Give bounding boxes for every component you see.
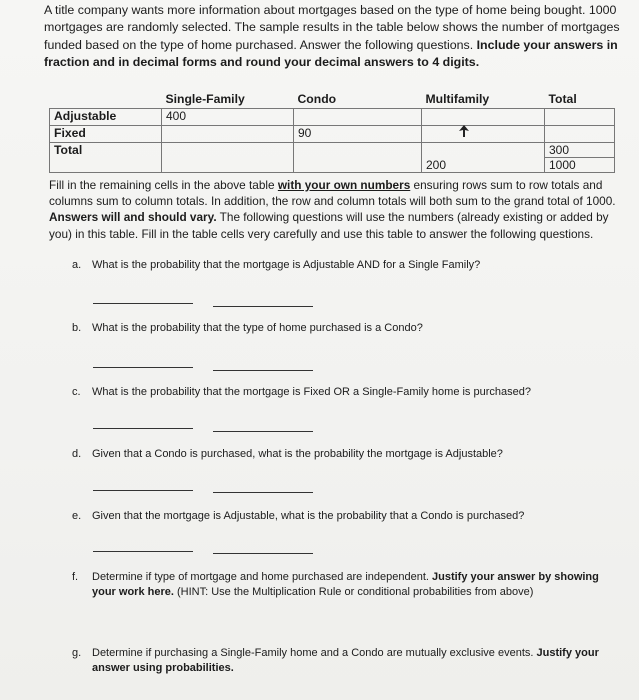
question-text: Given that a Condo is purchased, what is the probability the mortgage is Adjustable? — [92, 448, 503, 460]
cell-total-single-family[interactable] — [162, 143, 294, 173]
header-condo: Condo — [297, 92, 337, 106]
cell-adjustable-single-family[interactable]: 400 — [162, 109, 294, 126]
answer-c-fraction-blank[interactable] — [93, 428, 193, 429]
intro-paragraph — [44, 2, 624, 71]
answer-b-fraction-blank[interactable] — [93, 367, 193, 368]
row-label-total: Total — [50, 143, 162, 173]
mortgage-table — [49, 92, 615, 173]
question-text-2: (HINT: Use the Multiplication Rule or conditional probabilities from above) — [173, 585, 534, 598]
header-empty — [50, 92, 162, 109]
instructions-paragraph — [49, 177, 629, 242]
cell-total-total-upper: 300 — [545, 143, 614, 158]
question-d — [72, 447, 612, 462]
question-text: What is the probability that the type of home purchased is a Condo? — [92, 322, 423, 334]
question-label: c. — [72, 386, 81, 398]
answer-d-fraction-blank[interactable] — [93, 490, 193, 491]
table-header-row — [50, 92, 615, 109]
question-e — [72, 509, 612, 524]
instructions-text-3: The following questions will use the numbers (already existing or added by you) in this table. Fill in the table cells very carefully and use this table to answer the following questions. — [49, 210, 609, 241]
cell-adjustable-condo[interactable] — [294, 109, 422, 126]
header-total: Total — [548, 92, 577, 106]
instructions-bold: Answers will and should vary. — [49, 210, 217, 225]
question-text: Determine if purchasing a Single-Family home and a Condo are mutually exclusive events. — [92, 647, 537, 659]
question-label: e. — [72, 510, 82, 522]
table-row-fixed — [50, 126, 615, 143]
question-f — [72, 570, 612, 599]
question-label: d. — [72, 448, 82, 460]
header-multifamily: Multifamily — [425, 92, 490, 106]
answer-a-decimal-blank[interactable] — [213, 306, 313, 307]
instructions-text-1: Fill in the remaining cells in the above table — [49, 178, 278, 192]
table-row-adjustable — [50, 109, 615, 126]
cell-fixed-single-family[interactable] — [162, 126, 294, 143]
question-g — [72, 646, 612, 675]
row-label-fixed: Fixed — [50, 126, 162, 143]
table-row-total — [50, 143, 615, 173]
answer-b-decimal-blank[interactable] — [213, 370, 313, 371]
answer-e-fraction-blank[interactable] — [93, 551, 193, 552]
cell-adjustable-multifamily[interactable] — [422, 109, 545, 126]
cell-total-multifamily[interactable]: 200 — [422, 143, 545, 173]
question-text: Given that the mortgage is Adjustable, what is the probability that a Condo is purchased? — [92, 510, 525, 522]
question-c — [72, 385, 612, 400]
instructions-underlined: with your own numbers — [277, 178, 411, 192]
question-label: a. — [72, 259, 82, 271]
cell-fixed-condo[interactable]: 90 — [294, 126, 422, 143]
question-text: What is the probability that the mortgage is Fixed OR a Single-Family home is purchased? — [92, 386, 531, 398]
intro-text: A title company wants more information about mortgages based on the type of home being bought. 1000 mortgages are randomly selected. The sample results in the table below shows the number of mortgages funded based on the type of home purchased. Answer the following questions. — [44, 3, 620, 52]
question-a — [72, 258, 612, 273]
question-text: What is the probability that the mortgage is Adjustable AND for a Single Family? — [92, 259, 481, 271]
cell-total-total[interactable] — [545, 143, 615, 173]
intro-bold-text: Include your answers in fraction and in decimal forms and round your decimal answers to 4 digits. — [44, 37, 618, 69]
answer-e-decimal-blank[interactable] — [213, 553, 313, 554]
question-b — [72, 321, 612, 336]
header-single-family: Single-Family — [165, 92, 245, 106]
row-label-adjustable: Adjustable — [50, 109, 162, 126]
instructions-text-2: ensuring rows sum to row totals and columns sum to column totals. In addition, the row and column totals will both sum to the grand total of 1000. — [49, 178, 616, 209]
question-text: Determine if type of mortgage and home purchased are independent. — [92, 571, 432, 583]
question-label: g. — [72, 647, 82, 659]
question-bold-text: Justify your answer using probabilities. — [92, 647, 599, 674]
cell-adjustable-total[interactable] — [545, 109, 615, 126]
question-label: f. — [72, 571, 79, 583]
cursor-arrow-icon — [458, 124, 470, 138]
question-bold-text: Justify your answer by showing your work here. — [92, 571, 599, 598]
question-label: b. — [72, 322, 82, 334]
answer-d-decimal-blank[interactable] — [213, 492, 313, 493]
cell-grand-total: 1000 — [549, 158, 576, 172]
answer-c-decimal-blank[interactable] — [213, 431, 313, 432]
cell-total-condo[interactable] — [294, 143, 422, 173]
cell-fixed-multifamily[interactable] — [422, 126, 545, 143]
answer-a-fraction-blank[interactable] — [93, 303, 193, 304]
cell-fixed-total[interactable] — [545, 126, 615, 143]
